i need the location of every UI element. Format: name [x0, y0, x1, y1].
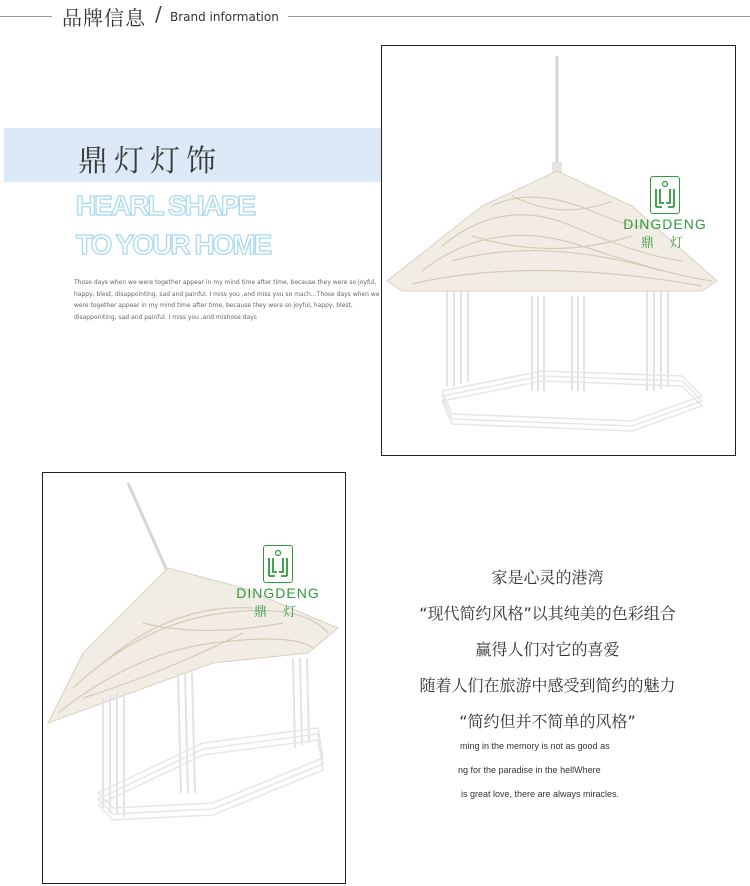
verse-line: 赢得人们对它的喜爱	[475, 640, 620, 659]
header-title-cn: 品牌信息	[62, 6, 146, 30]
product-photo-angle	[42, 472, 346, 884]
watermark-brand: DINGDENG	[236, 585, 320, 601]
watermark-brand-cn: 鼎 灯	[640, 236, 690, 251]
watermark-logo	[619, 176, 711, 251]
dingdeng-seal-icon	[263, 545, 293, 583]
intro-paragraph: Those days when we were together appear in my mind time after time, because they were so joyful, happy, blest, disappointing, sad and painful. I miss you ,and miss you so mach…Those days when we were together appear in my mind time after time, because they were so joyful, happy, blest, disappointing, sad and painful. I miss you ,and mishose days	[74, 279, 380, 321]
lamp-illustration-angle	[43, 473, 345, 883]
watermark-logo	[232, 545, 324, 620]
slogan-line-2: TO YOUR HOME	[76, 229, 271, 260]
verse-line: “现代简约风格”以其纯美的色彩组合	[419, 604, 676, 623]
watermark-brand-cn: 鼎 灯	[253, 605, 303, 620]
verse-line: 随着人们在旅游中感受到简约的魅力	[419, 676, 676, 695]
header-slash: /	[155, 2, 162, 26]
header-title-en: Brand information	[170, 10, 279, 24]
verse-line: “简约但并不简单的风格”	[459, 712, 636, 731]
header-rule-right	[288, 16, 750, 17]
english-line: ng for the paradise in the hellWhere	[458, 765, 601, 775]
slogan-line-1: HEARL SHAPE	[76, 190, 255, 221]
english-line: ming in the memory is not as good as	[460, 741, 610, 751]
english-line: is great love, there are always miracles.	[461, 789, 620, 799]
banner-title: 鼎灯灯饰	[78, 144, 222, 179]
header-rule-left	[0, 16, 52, 17]
product-photo-front	[381, 45, 736, 456]
verse-line: 家是心灵的港湾	[491, 568, 604, 587]
watermark-brand: DINGDENG	[623, 216, 707, 232]
dingdeng-seal-icon	[650, 176, 680, 214]
section-header	[0, 0, 750, 34]
